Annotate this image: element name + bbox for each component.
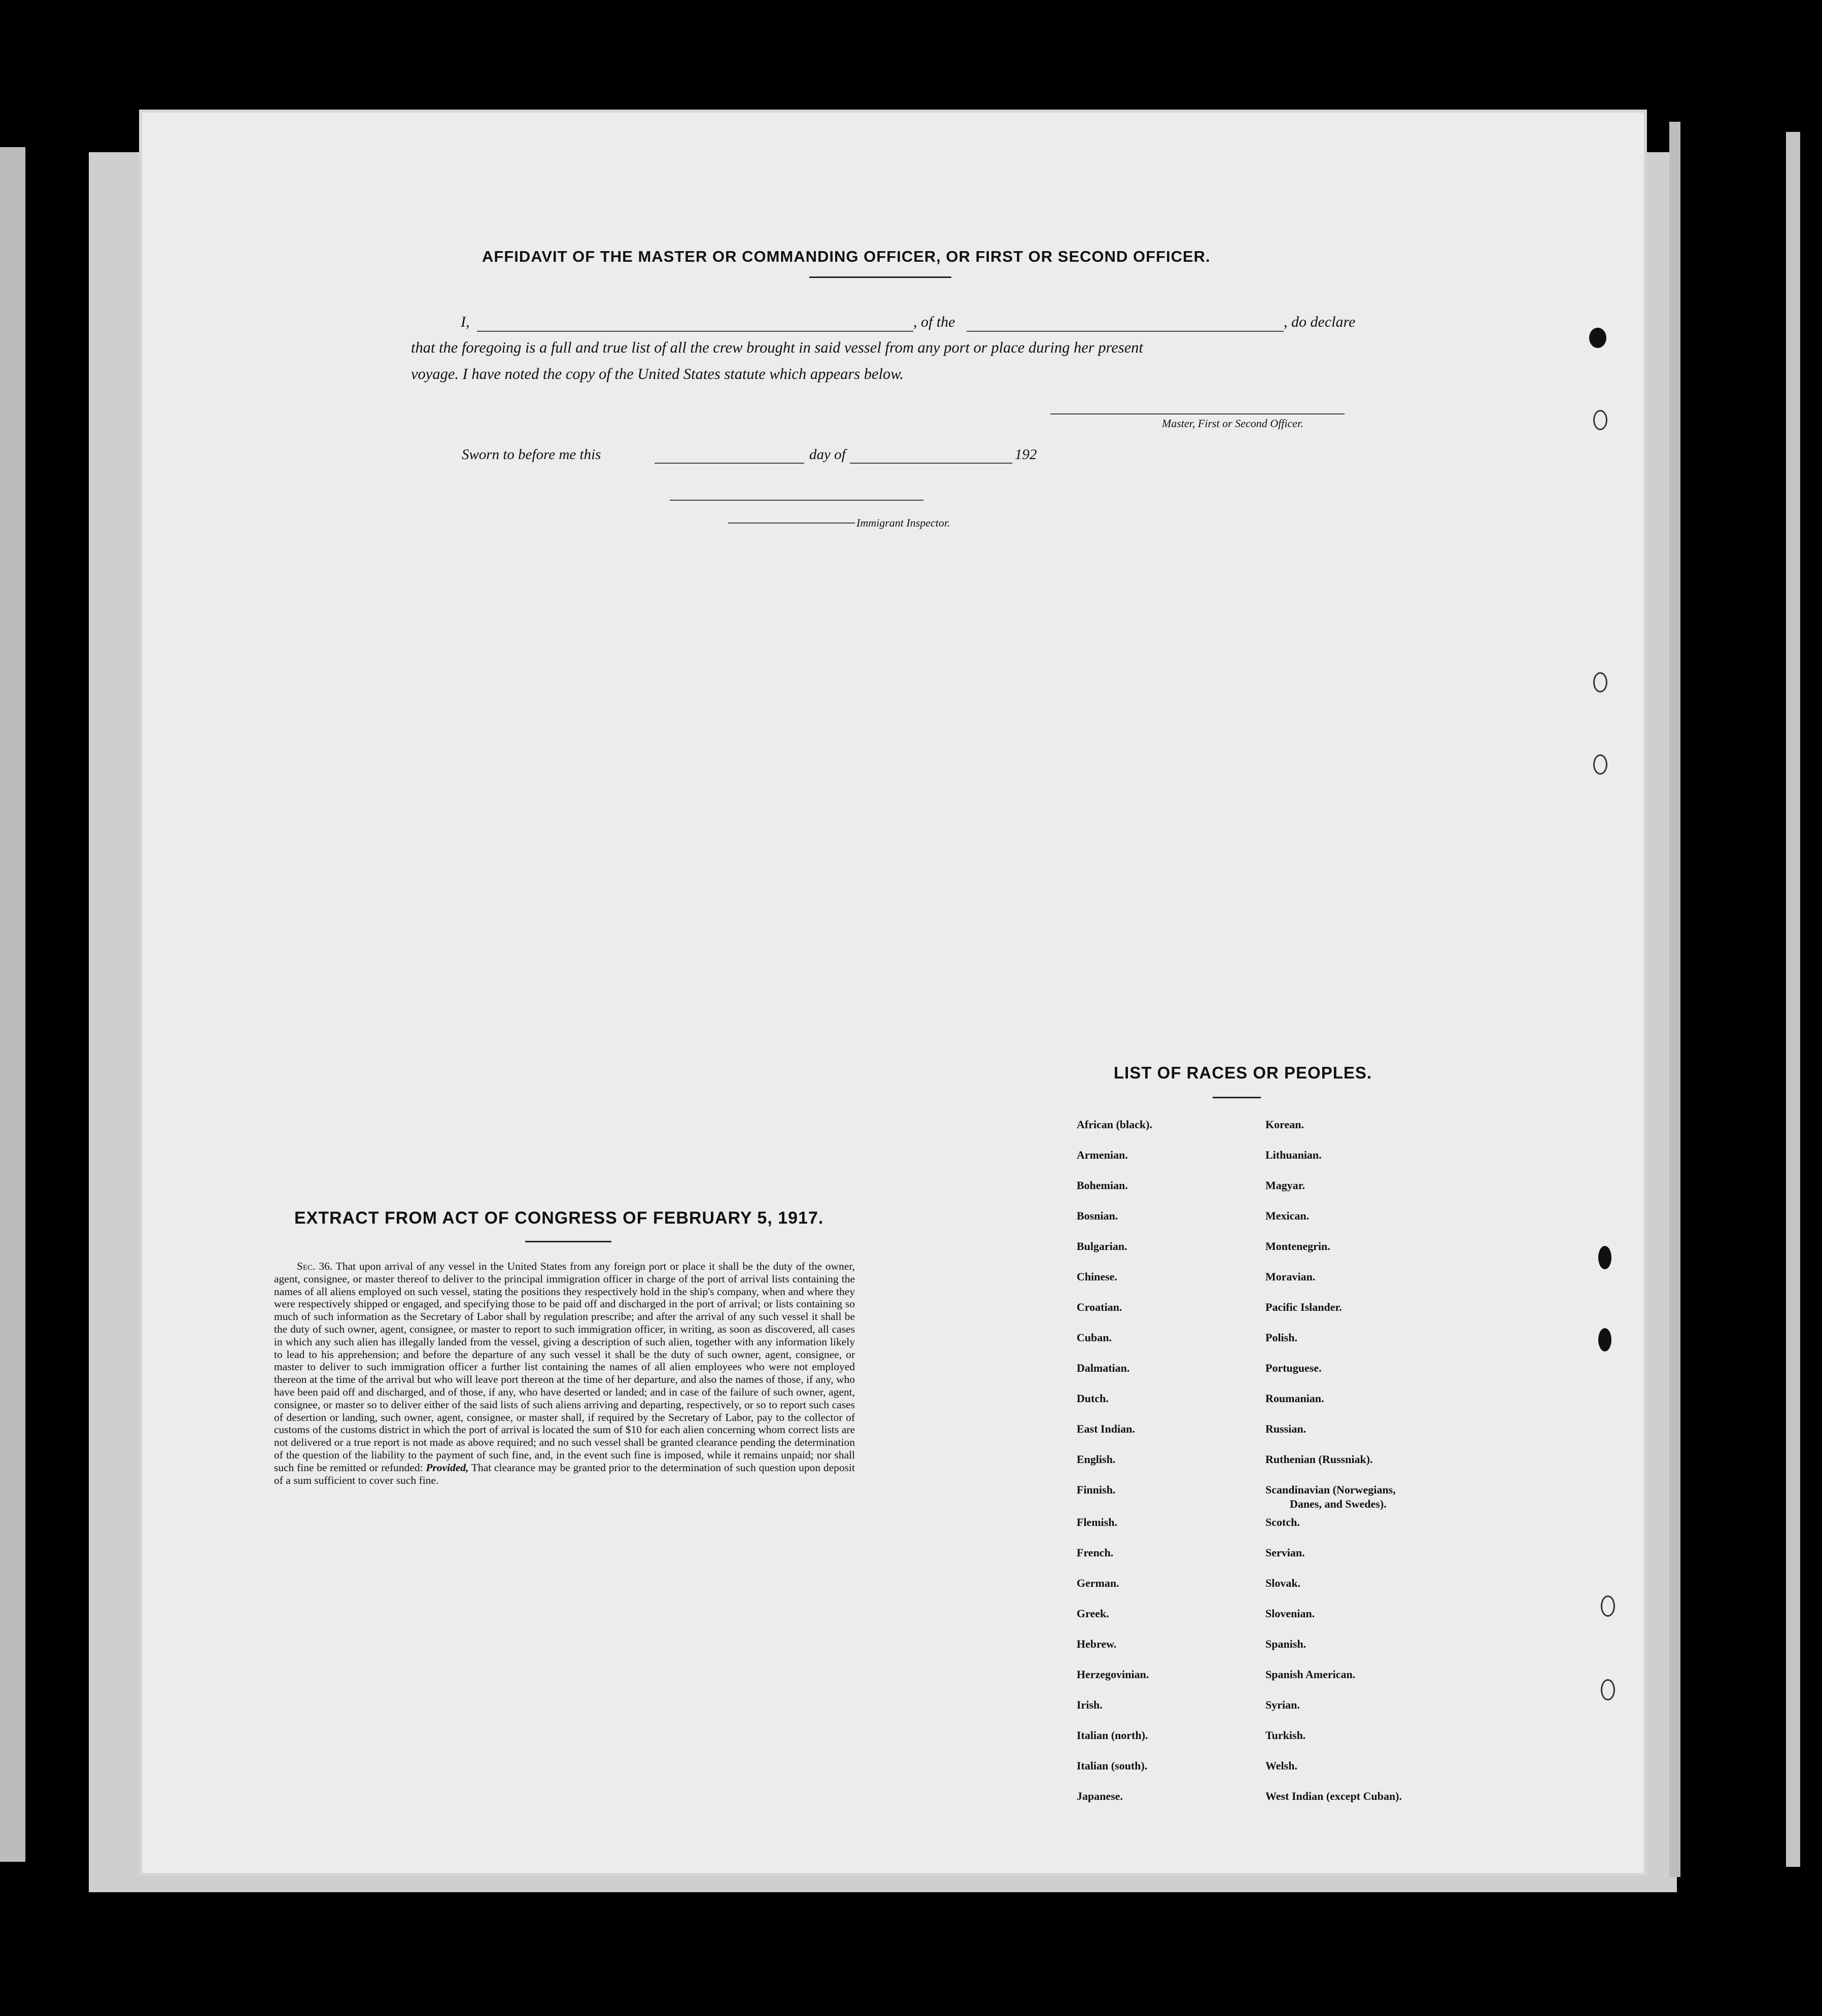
master-signature-line [1050, 413, 1345, 414]
race-item: Magyar. [1265, 1179, 1305, 1192]
year-label: 192 [1015, 446, 1037, 463]
race-item: Russian. [1265, 1422, 1307, 1435]
race-item: Hebrew. [1077, 1638, 1117, 1650]
adjacent-page-edge-left [0, 147, 25, 1862]
declaration-line-1: that the foregoing is a full and true list of all the crew brought in said vessel from any port or place during her present [411, 339, 1144, 356]
race-item: Italian (north). [1077, 1729, 1148, 1742]
punch-hole [1593, 410, 1607, 430]
inspector-label: Immigrant Inspector. [856, 516, 950, 529]
statute-text-part-1: That upon arrival of any vessel in the United States from any foreign port or place it shall be the duty of the owner, agent, consignee, or master thereof to deliver to the principal immigration officer in charge of the port of arrival lists containing the names of all aliens employed on such vessel, stating the positions they respectively hold in the ship's company, when and where they were respectively shipped or engaged, and specifying those to be paid off and discharged in the port of arrival; or lists containing so much of such information as the Secretary of Labor shall by regulation prescribe; and after the arrival of any such vessel it shall be the duty of such owner, agent, consignee, or master to report to such immigration officer, in writing, as soon as discovered, all cases in which any such alien has illegally landed from the vessel, giving a description of such alien, together with any information likely to lead to his apprehension; and before the departure of any such vessel it shall be the duty of such owner, agent, consignee, or master to deliver to such immigration officer a further list containing the names of all alien employees who were not employed thereon at the time of the arrival but who will leave port thereon at the time of her departure, and also the names of those, if any, who have been paid off and discharged, and of those, if any, who have deserted or landed; and in case of the failure of such owner, agent, consignee, or master so to deliver either of the said lists of such aliens arriving and departing, respectively, or so to report such cases of desertion or landing, such owner, agent, consignee, or master shall, if required by the Secretary of Labor, pay to the collector of customs of the customs district in which the port of arrival is located the sum of $10 for each alien concerning whom correct lists are not delivered or a true report is not made as above required; and no such vessel shall be granted clearance pending the determination of the question of the liability to the payment of such fine, and, in the event such fine is imposed, while it remains unpaid; nor shall such fine be remitted or refunded: [274, 1260, 855, 1474]
punch-hole [1601, 1679, 1615, 1700]
race-item: French. [1077, 1546, 1114, 1559]
race-item: Bohemian. [1077, 1179, 1128, 1192]
race-item: Herzegovinian. [1077, 1668, 1149, 1681]
race-item: Armenian. [1077, 1149, 1128, 1161]
declarant-name-line [477, 331, 913, 332]
vessel-name-line [967, 331, 1284, 332]
punch-hole [1593, 754, 1607, 775]
race-item: Korean. [1265, 1118, 1304, 1131]
race-item: West Indian (except Cuban). [1265, 1790, 1402, 1802]
statute-text [274, 1260, 855, 1486]
race-item: Servian. [1265, 1546, 1305, 1559]
adjacent-page-edge-right [1786, 132, 1800, 1867]
race-item: Portuguese. [1265, 1362, 1322, 1374]
races-title: LIST OF RACES OR PEOPLES. [1114, 1063, 1372, 1082]
race-item: Ruthenian (Russniak). [1265, 1453, 1373, 1466]
sworn-month-line [850, 463, 1012, 464]
declare-label: , do declare [1284, 314, 1356, 330]
race-item: Irish. [1077, 1698, 1103, 1711]
race-item: Slovenian. [1265, 1607, 1315, 1620]
race-item: Syrian. [1265, 1698, 1300, 1711]
race-item: Montenegrin. [1265, 1240, 1330, 1253]
extract-title-rule [525, 1241, 611, 1242]
race-item: Pacific Islander. [1265, 1301, 1342, 1313]
extract-title: EXTRACT FROM ACT OF CONGRESS OF FEBRUARY 5, 1917. [294, 1208, 824, 1228]
declarant-label: I, [461, 314, 470, 330]
race-item: Flemish. [1077, 1516, 1118, 1528]
race-item: Bosnian. [1077, 1209, 1118, 1222]
race-item: Welsh. [1265, 1759, 1297, 1772]
punch-hole [1601, 1595, 1615, 1617]
punch-hole [1589, 328, 1606, 348]
race-item: Moravian. [1265, 1270, 1316, 1283]
race-item: Finnish. [1077, 1483, 1116, 1496]
declaration-line-2: voyage. I have noted the copy of the United States statute which appears below. [411, 365, 904, 383]
race-item: Lithuanian. [1265, 1149, 1322, 1161]
section-label: Sec. 36. [297, 1260, 333, 1272]
race-item: Dutch. [1077, 1392, 1109, 1405]
race-item: Dalmatian. [1077, 1362, 1130, 1374]
punch-hole [1598, 1328, 1611, 1351]
race-item: Italian (south). [1077, 1759, 1148, 1772]
page-edge-right [1669, 122, 1680, 1877]
race-item: German. [1077, 1577, 1119, 1589]
race-item-continuation: Danes, and Swedes). [1290, 1498, 1387, 1510]
race-item: Spanish. [1265, 1638, 1307, 1650]
affidavit-title-rule [809, 276, 951, 278]
sworn-label: Sworn to before me this [462, 446, 601, 463]
race-item: English. [1077, 1453, 1116, 1466]
affidavit-title: AFFIDAVIT OF THE MASTER OR COMMANDING OFFICER, OR FIRST OR SECOND OFFICER. [482, 248, 1211, 265]
inspector-signature-dash [728, 523, 855, 524]
race-item: Turkish. [1265, 1729, 1306, 1742]
race-item: Greek. [1077, 1607, 1109, 1620]
race-item: Scotch. [1265, 1516, 1300, 1528]
races-title-rule [1213, 1097, 1261, 1098]
race-item: Spanish American. [1265, 1668, 1356, 1681]
race-item: Scandinavian (Norwegians, [1265, 1483, 1396, 1496]
race-item: Japanese. [1077, 1790, 1123, 1802]
provided-label: Provided, [426, 1461, 469, 1474]
inspector-signature-line [670, 500, 923, 501]
race-item: Croatian. [1077, 1301, 1122, 1313]
race-item: African (black). [1077, 1118, 1153, 1131]
vessel-of-label: , of the [913, 314, 955, 330]
sworn-day-line [655, 463, 804, 464]
day-of-label: day of [809, 446, 846, 463]
race-item: Chinese. [1077, 1270, 1118, 1283]
race-item: Cuban. [1077, 1331, 1112, 1344]
race-item: East Indian. [1077, 1422, 1135, 1435]
master-signature-label: Master, First or Second Officer. [1162, 417, 1303, 430]
race-item: Polish. [1265, 1331, 1297, 1344]
race-item: Roumanian. [1265, 1392, 1324, 1405]
punch-hole [1598, 1246, 1611, 1269]
statute-text-part-2: That clearance may be granted prior to the determination of such question upon deposit of a sum sufficient to cover such fine. [274, 1461, 855, 1486]
punch-hole [1593, 672, 1607, 692]
race-item: Slovak. [1265, 1577, 1301, 1589]
race-item: Bulgarian. [1077, 1240, 1127, 1253]
race-item: Mexican. [1265, 1209, 1310, 1222]
